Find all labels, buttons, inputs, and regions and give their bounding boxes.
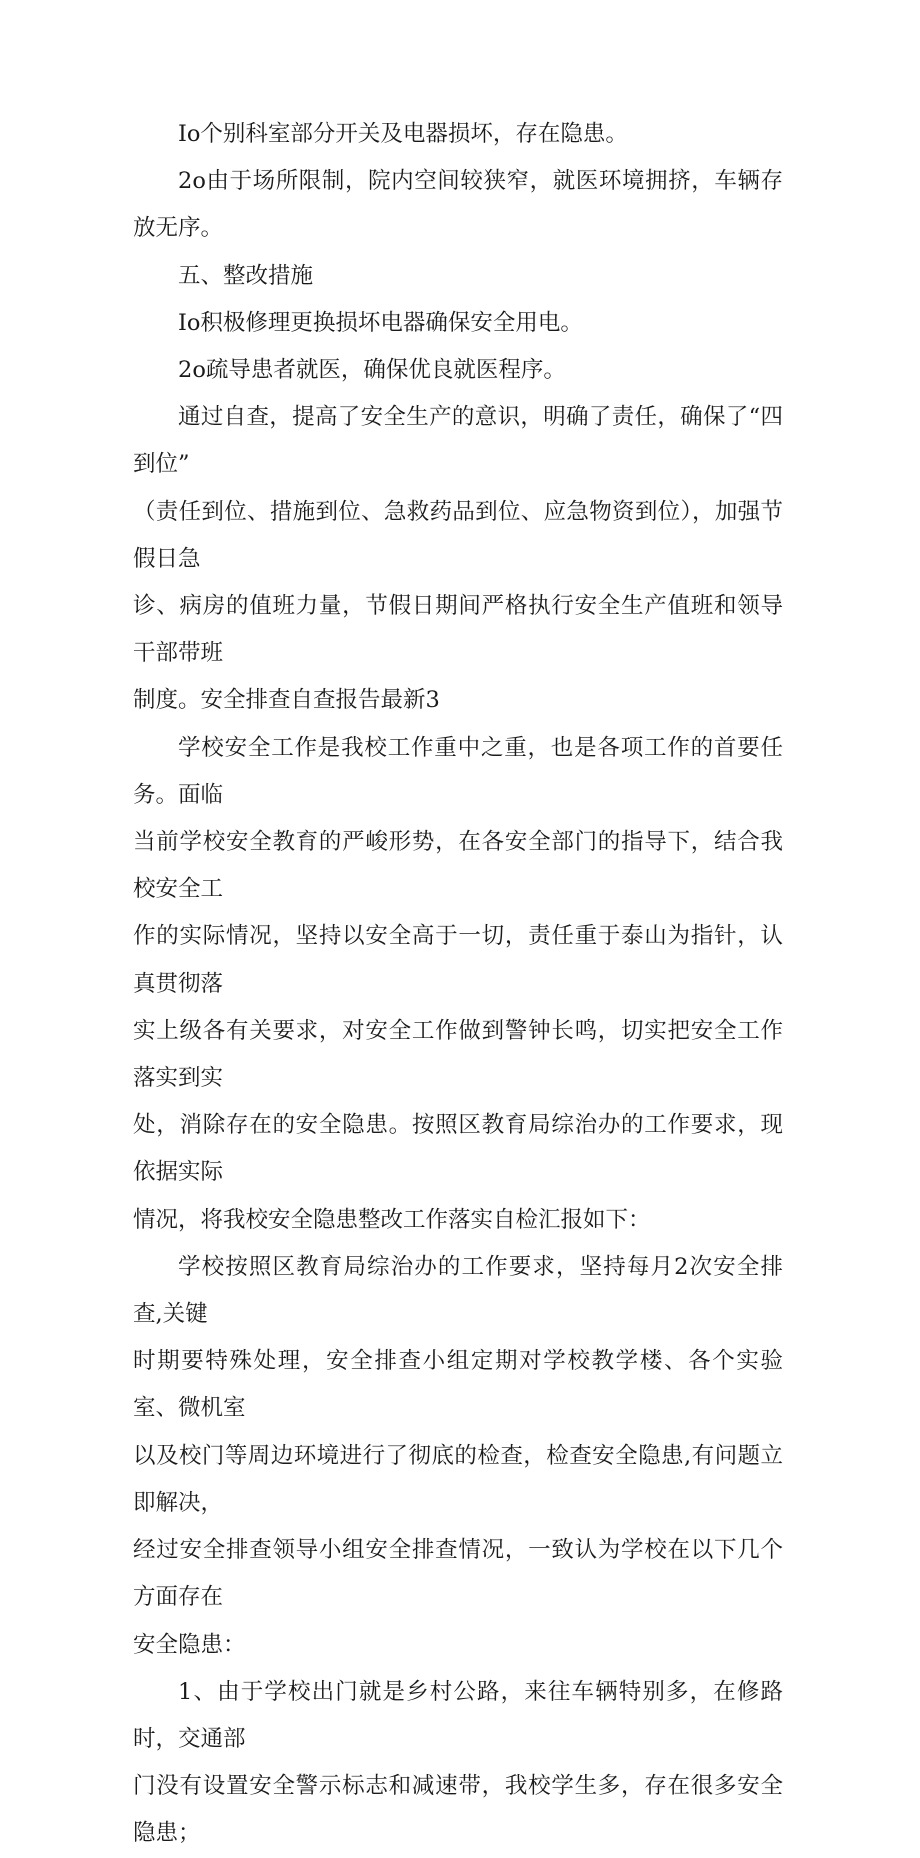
text-line: 制度。安全排查自查报告最新3 (133, 687, 440, 714)
paragraph-school-intro (133, 725, 783, 1244)
text-line: 作的实际情况，坚持以安全高于一切，责任重于泰山为指针，认真贯彻落 (133, 923, 783, 997)
text-line: 安全隐患： (133, 1631, 246, 1658)
text-line: 2o疏导患者就医，确保优良就医程序。 (178, 357, 566, 384)
text-line: Io积极修理更换损坏电器确保安全用电。 (178, 309, 583, 336)
text-line: 诊、病房的值班力量，节假日期间严格执行安全生产值班和领导干部带班 (133, 593, 783, 667)
paragraph-issue-1 (133, 111, 783, 158)
text-line: 五、整改措施 (178, 262, 314, 289)
text-line: 以及校门等周边环境进行了彻底的检查，检查安全隐患,有问题立即解决， (133, 1442, 783, 1516)
text-line: 学校按照区教育局综治办的工作要求，坚持每月2次安全排查,关键 (133, 1253, 783, 1328)
paragraph-school-inspection (133, 1244, 783, 1669)
paragraph-measure-2 (133, 347, 783, 394)
text-line: 2o由于场所限制，院内空间较狭窄，就医环境拥挤，车辆存放无序。 (133, 168, 783, 242)
paragraph-issue-2 (133, 158, 783, 252)
text-line: 1、由于学校出门就是乡村公路，来往车辆特别多，在修路时，交通部 (133, 1678, 783, 1752)
text-line: Io个别科室部分开关及电器损坏，存在隐患。 (178, 121, 628, 147)
text-line: 处，消除存在的安全隐患。按照区教育局综治办的工作要求，现依据实际 (133, 1112, 783, 1186)
paragraph-summary (133, 394, 783, 724)
text-line: 实上级各有关要求，对安全工作做到警钟长鸣，切实把安全工作落实到实 (133, 1017, 783, 1092)
text-line: 情况，将我校安全隐患整改工作落实自检汇报如下： (133, 1206, 651, 1233)
text-line: 当前学校安全教育的严峻形势，在各安全部门的指导下，结合我校安全工 (133, 829, 783, 903)
text-line: 时期要特殊处理，安全排查小组定期对学校教学楼、各个实验室、微机室 (133, 1348, 783, 1422)
text-line: （责任到位、措施到位、急救药品到位、应急物资到位），加强节假日急 (133, 498, 783, 572)
text-line: 经过安全排查领导小组安全排查情况，一致认为学校在以下几个方面存在 (133, 1537, 783, 1611)
document-body (133, 111, 783, 1858)
text-line: 学校安全工作是我校工作重中之重，也是各项工作的首要任务。面临 (133, 734, 783, 808)
paragraph-measure-1 (133, 300, 783, 347)
paragraph-school-issue-1 (133, 1669, 783, 1858)
text-line: 门没有设置安全警示标志和减速带，我校学生多，存在很多安全隐患； (133, 1773, 783, 1847)
section-heading (133, 253, 783, 300)
text-line: 通过自查，提高了安全生产的意识，明确了责任，确保了“四到位” (133, 404, 783, 478)
